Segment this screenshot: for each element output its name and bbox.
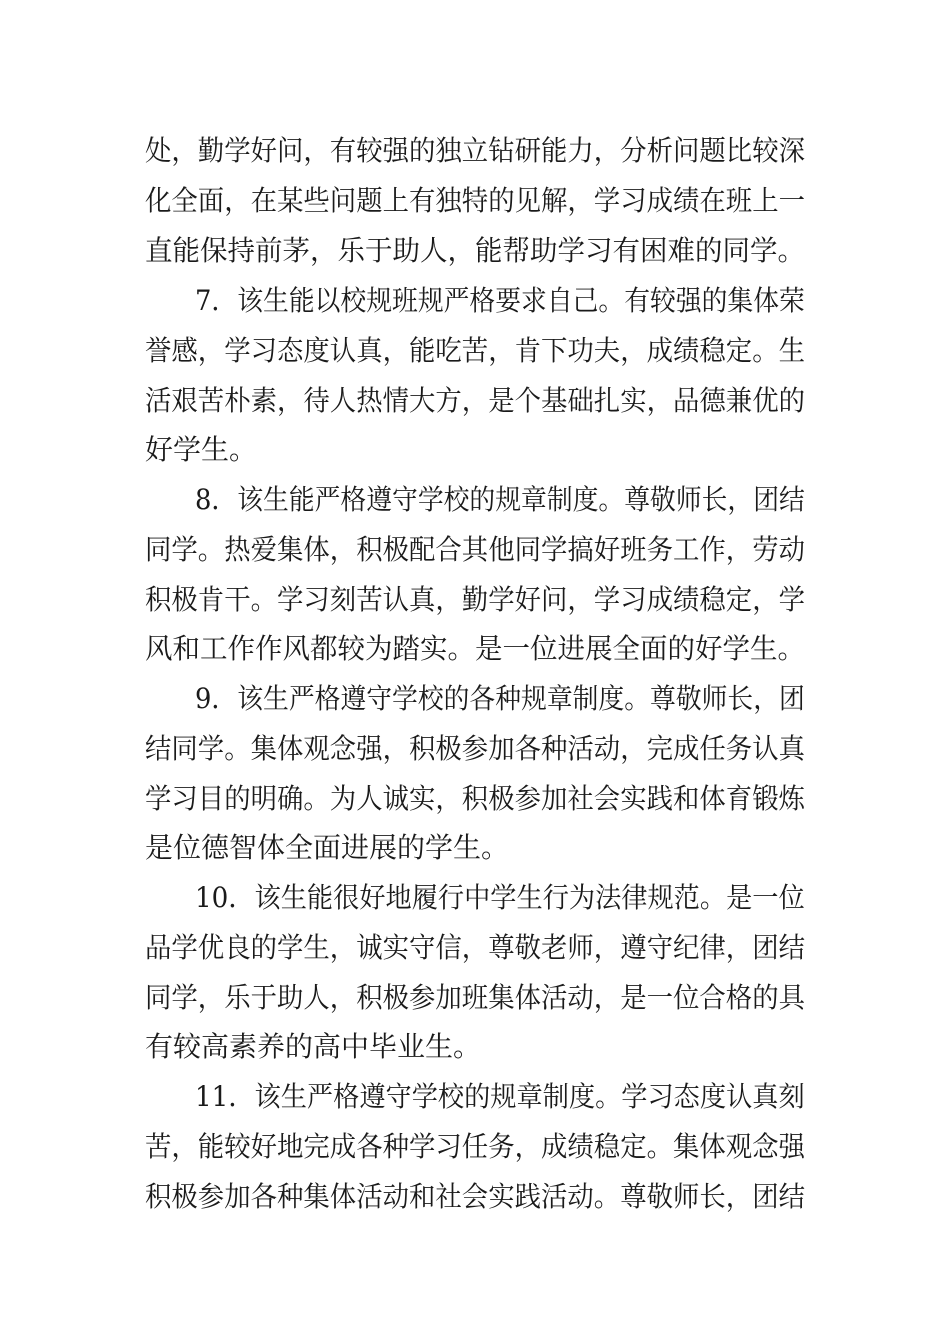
- text-line: 同学，乐于助人，积极参加班集体活动，是一位合格的具: [145, 981, 806, 1014]
- text-line: 有较高素养的高中毕业生。: [145, 1030, 482, 1063]
- text-line: 品学优良的学生，诚实守信，尊敬老师，遵守纪律，团结: [145, 931, 806, 964]
- text-line: 同学。热爱集体，积极配合其他同学搞好班务工作，劳动: [145, 533, 806, 566]
- text-line: 8．该生能严格遵守学校的规章制度。尊敬师长，团结: [195, 483, 805, 516]
- text-line: 活艰苦朴素，待人热情大方，是个基础扎实，品德兼优的: [145, 384, 806, 417]
- text-line: 处，勤学好问，有较强的独立钻研能力，分析问题比较深: [145, 134, 806, 167]
- text-line: 9．该生严格遵守学校的各种规章制度。尊敬师长，团: [195, 682, 805, 715]
- text-line: 是位德智体全面进展的学生。: [145, 831, 510, 864]
- text-line: 10．该生能很好地履行中学生行为法律规范。是一位: [195, 881, 805, 914]
- text-line: 誉感，学习态度认真，能吃苦，肯下功夫，成绩稳定。生: [145, 334, 806, 367]
- text-line: 7．该生能以校规班规严格要求自己。有较强的集体荣: [195, 284, 805, 317]
- text-line: 化全面，在某些问题上有独特的见解，学习成绩在班上一: [145, 184, 806, 217]
- text-line: 结同学。集体观念强，积极参加各种活动，完成任务认真: [145, 732, 806, 765]
- text-line: 风和工作作风都较为踏实。是一位进展全面的好学生。: [145, 632, 806, 665]
- text-line: 11．该生严格遵守学校的规章制度。学习态度认真刻: [195, 1080, 805, 1113]
- text-line: 积极肯干。学习刻苦认真，勤学好问，学习成绩稳定，学: [145, 583, 806, 616]
- text-line: 好学生。: [145, 433, 258, 466]
- text-line: 直能保持前茅，乐于助人，能帮助学习有困难的同学。: [145, 234, 806, 267]
- text-line: 苦，能较好地完成各种学习任务，成绩稳定。集体观念强: [145, 1130, 806, 1163]
- text-line: 学习目的明确。为人诚实，积极参加社会实践和体育锻炼: [145, 782, 806, 815]
- text-line: 积极参加各种集体活动和社会实践活动。尊敬师长，团结: [145, 1180, 806, 1213]
